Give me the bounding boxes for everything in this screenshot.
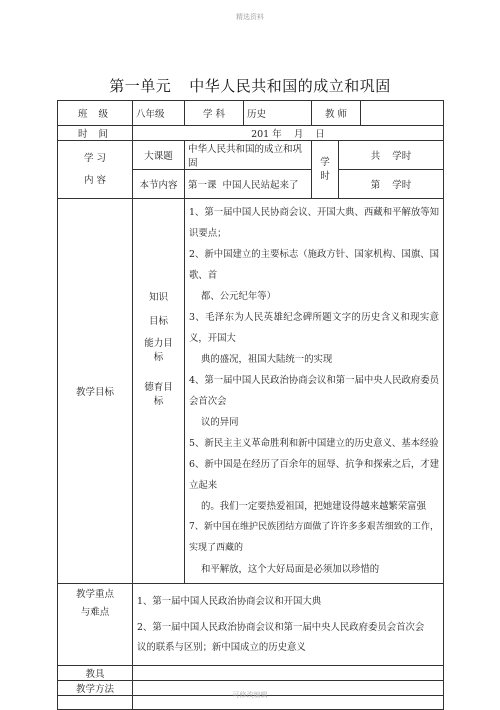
objectives-list <box>185 199 444 584</box>
key-point-item: 议的联系与区别；新中国成立的历史意义 <box>137 642 306 653</box>
time-label: 时 间 <box>58 126 133 141</box>
hours-label-line1: 学 <box>320 156 330 168</box>
key-points-label-line2: 与难点 <box>80 607 110 618</box>
ability-goal-line2: 标 <box>153 352 164 363</box>
lesson-label: 本节内容 <box>133 170 185 199</box>
knowledge-goal-line2: 目标 <box>148 316 168 327</box>
big-topic-label: 大课题 <box>133 141 185 170</box>
objective-item: 7、新中国在维护民族团结方面做了许许多多艰苦细致的工作，实现了西藏的 和平解放，这个大好局面是必须加以珍惜的 <box>189 522 439 575</box>
lesson-value: 第一课 中国人民站起来了 <box>185 170 312 199</box>
tools-row <box>58 666 444 681</box>
content-label-line1: 学 习 <box>83 152 107 164</box>
knowledge-goal-line1: 知识 <box>148 292 168 303</box>
ability-goal-line1: 能力目 <box>144 338 173 349</box>
key-points-list <box>133 584 444 666</box>
hours-label <box>312 141 339 199</box>
title-unit: 第一单元 <box>109 77 172 95</box>
objective-item: 5、新民主主义革命胜利和新中国建立的历史意义、基本经验 <box>189 438 439 449</box>
content-row-topic <box>58 141 444 170</box>
objective-item: 2、新中国建立的主要标志（施政方针、国家机构、国旗、国歌、首 都、公元纪年等） <box>189 249 439 302</box>
key-points-label <box>58 584 133 666</box>
tools-label: 教具 <box>58 666 133 681</box>
key-points-label-line1: 教学重点 <box>75 589 114 600</box>
big-topic-value: 中华人民共和国的成立和巩固 <box>185 141 312 170</box>
info-row <box>58 101 444 126</box>
grade-value: 八年级 <box>133 101 185 126</box>
objectives-label: 教学目标 <box>58 199 133 584</box>
title-main: 中华人民共和国的成立和巩固 <box>189 77 391 95</box>
key-points-row <box>58 584 444 666</box>
objectives-row <box>58 199 444 584</box>
subject-value: 历史 <box>244 101 312 126</box>
teacher-label: 教 师 <box>312 101 361 126</box>
teacher-value <box>361 101 444 126</box>
moral-goal-line2: 标 <box>153 396 164 407</box>
time-row <box>58 126 444 141</box>
method-label: 教学方法 <box>58 681 133 696</box>
header-watermark: 精选资料 <box>236 13 264 21</box>
footer-watermark: 可修改编辑 <box>232 691 268 699</box>
hours-label-line2: 时 <box>320 170 330 182</box>
objective-item: 6、新中国是在经历了百余年的屈辱、抗争和探索之后，才建立起来 的。我们一定要热爱祖国，把她建设得越来越繁荣富强 <box>189 459 439 512</box>
lesson-plan-table <box>57 100 444 710</box>
content-label <box>58 141 133 199</box>
this-hours: 第 学时 <box>339 170 444 199</box>
key-point-item: 1、第一届中国人民政治协商会议和开国大典 <box>137 596 322 607</box>
objectives-subcategories <box>133 199 185 584</box>
subject-label: 学 科 <box>185 101 244 126</box>
objective-item: 3、毛泽东为人民英雄纪念碑所题文字的历史含义和现实意义，开国大 典的盛况，祖国大陆统一的实现 <box>189 312 439 365</box>
document-title <box>0 75 500 96</box>
time-value: 201 年 月 日 <box>133 126 444 141</box>
moral-goal-line1: 德育目 <box>144 382 173 393</box>
key-point-item: 2、第一届中国人民政治协商会议和第一届中央人民政府委员会首次会 <box>137 622 425 633</box>
total-hours: 共 学时 <box>339 141 444 170</box>
tools-value <box>133 666 444 681</box>
objective-item: 1、第一届中国人民协商会议、开国大典、西藏和平解放等知识要点； <box>189 207 439 239</box>
objective-item: 4、第一届中国人民政治协商会议和第一届中央人民政府委员会首次会 议的异同 <box>189 375 439 428</box>
grade-label: 班 级 <box>58 101 133 126</box>
content-label-line2: 内 容 <box>83 174 107 186</box>
